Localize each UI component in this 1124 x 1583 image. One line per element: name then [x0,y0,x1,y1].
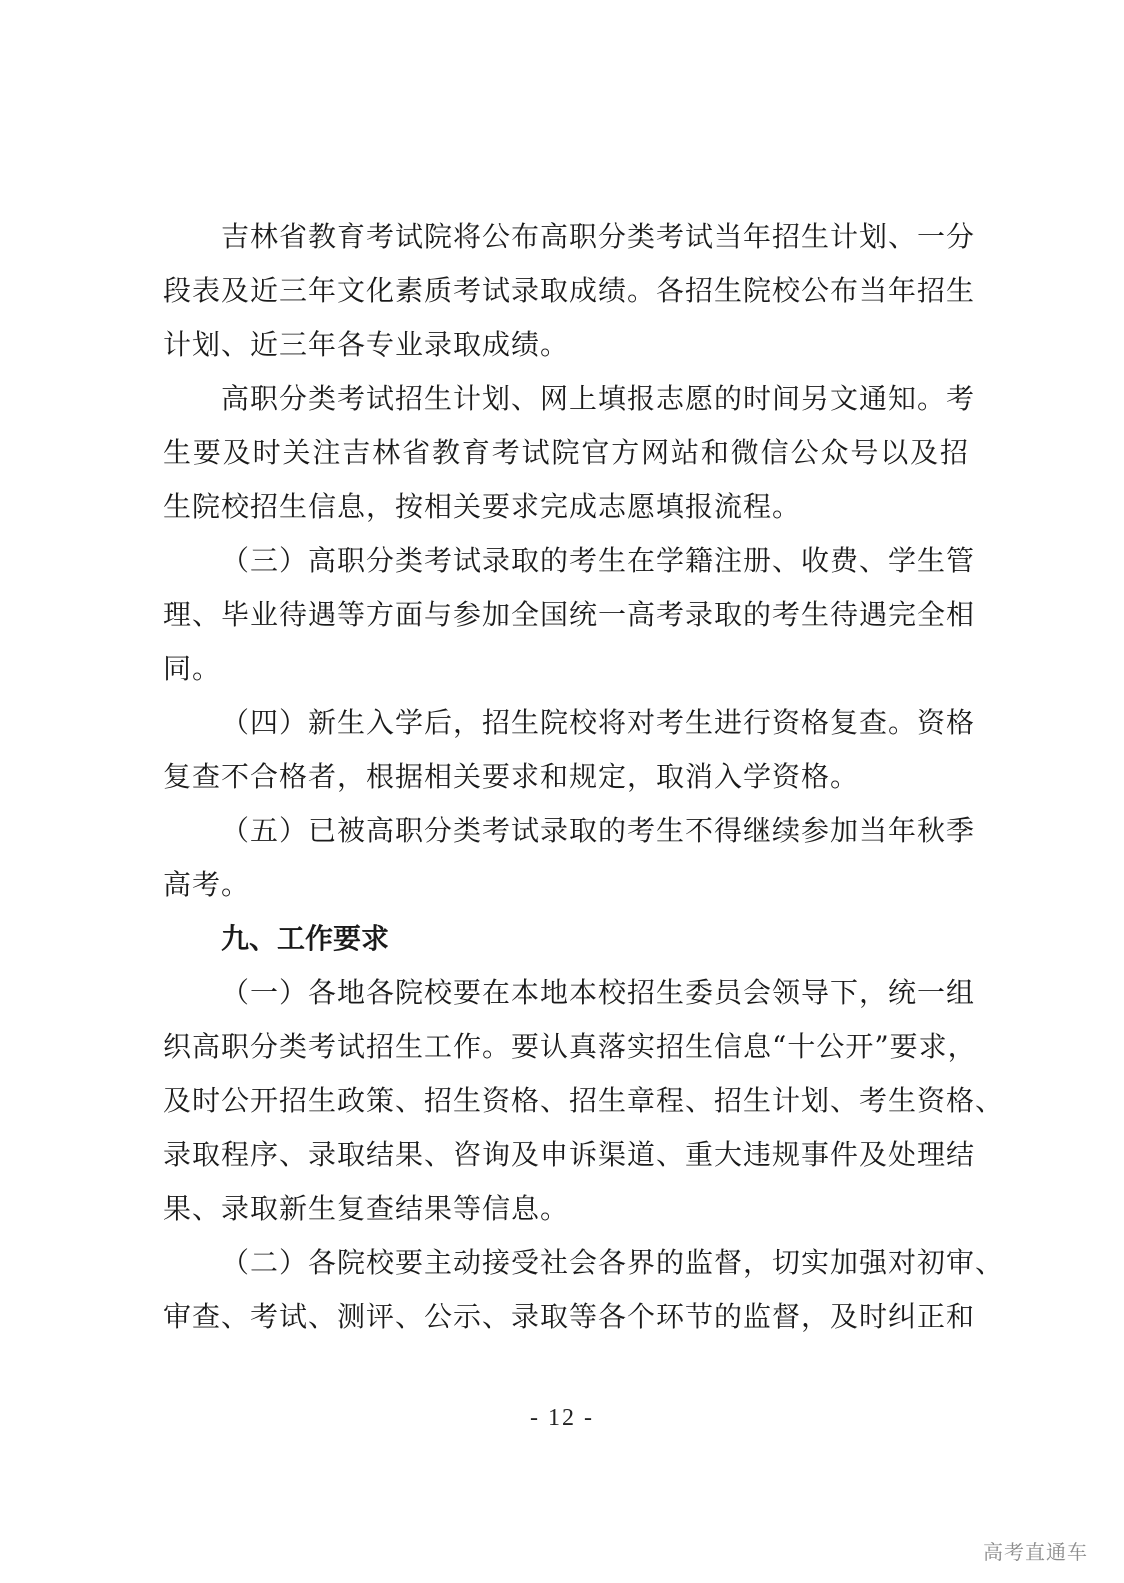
paragraph-5-line-1: （五）已被高职分类考试录取的考生不得继续参加当年秋季 [221,814,976,847]
paragraph-4-line-1: （四）新生入学后，招生院校将对考生进行资格复查。资格 [221,706,976,739]
paragraph-7-line-1: （二）各院校要主动接受社会各界的监督，切实加强对初审、 [221,1246,1005,1279]
paragraph-6-line-5: 果、录取新生复查结果等信息。 [163,1192,570,1225]
paragraph-1-line-3: 计划、近三年各专业录取成绩。 [163,328,570,361]
paragraph-3-line-1: （三）高职分类考试录取的考生在学籍注册、收费、学生管 [221,544,976,577]
watermark: 高考直通车 [983,1540,1088,1564]
paragraph-7-line-2: 审查、考试、测评、公示、录取等各个环节的监督，及时纠正和 [163,1300,976,1333]
paragraph-6-line-3: 及时公开招生政策、招生资格、招生章程、招生计划、考生资格、 [163,1084,1005,1117]
page-number: - 12 - [530,1405,594,1431]
paragraph-1-line-2: 段表及近三年文化素质考试录取成绩。各招生院校公布当年招生 [163,274,976,307]
paragraph-5-line-2: 高考。 [163,868,251,901]
paragraph-6-line-1: （一）各地各院校要在本地本校招生委员会领导下，统一组 [221,976,976,1009]
paragraph-3-line-2: 理、毕业待遇等方面与参加全国统一高考录取的考生待遇完全相 [163,598,976,631]
paragraph-1-line-1: 吉林省教育考试院将公布高职分类考试当年招生计划、一分 [221,220,976,253]
section-heading: 九、工作要求 [221,922,390,955]
paragraph-6-line-4: 录取程序、录取结果、咨询及申诉渠道、重大违规事件及处理结 [163,1138,976,1171]
paragraph-4-line-2: 复查不合格者，根据相关要求和规定，取消入学资格。 [163,760,860,793]
paragraph-6-line-2: 织高职分类考试招生工作。要认真落实招生信息“十公开”要求， [163,1030,977,1063]
paragraph-2-line-3: 生院校招生信息，按相关要求完成志愿填报流程。 [163,490,802,523]
paragraph-2-line-1: 高职分类考试招生计划、网上填报志愿的时间另文通知。考 [221,382,976,415]
paragraph-2-line-2: 生要及时关注吉林省教育考试院官方网站和微信公众号以及招 [163,436,969,469]
paragraph-3-line-3: 同。 [163,652,222,685]
document-body [163,210,1005,1344]
